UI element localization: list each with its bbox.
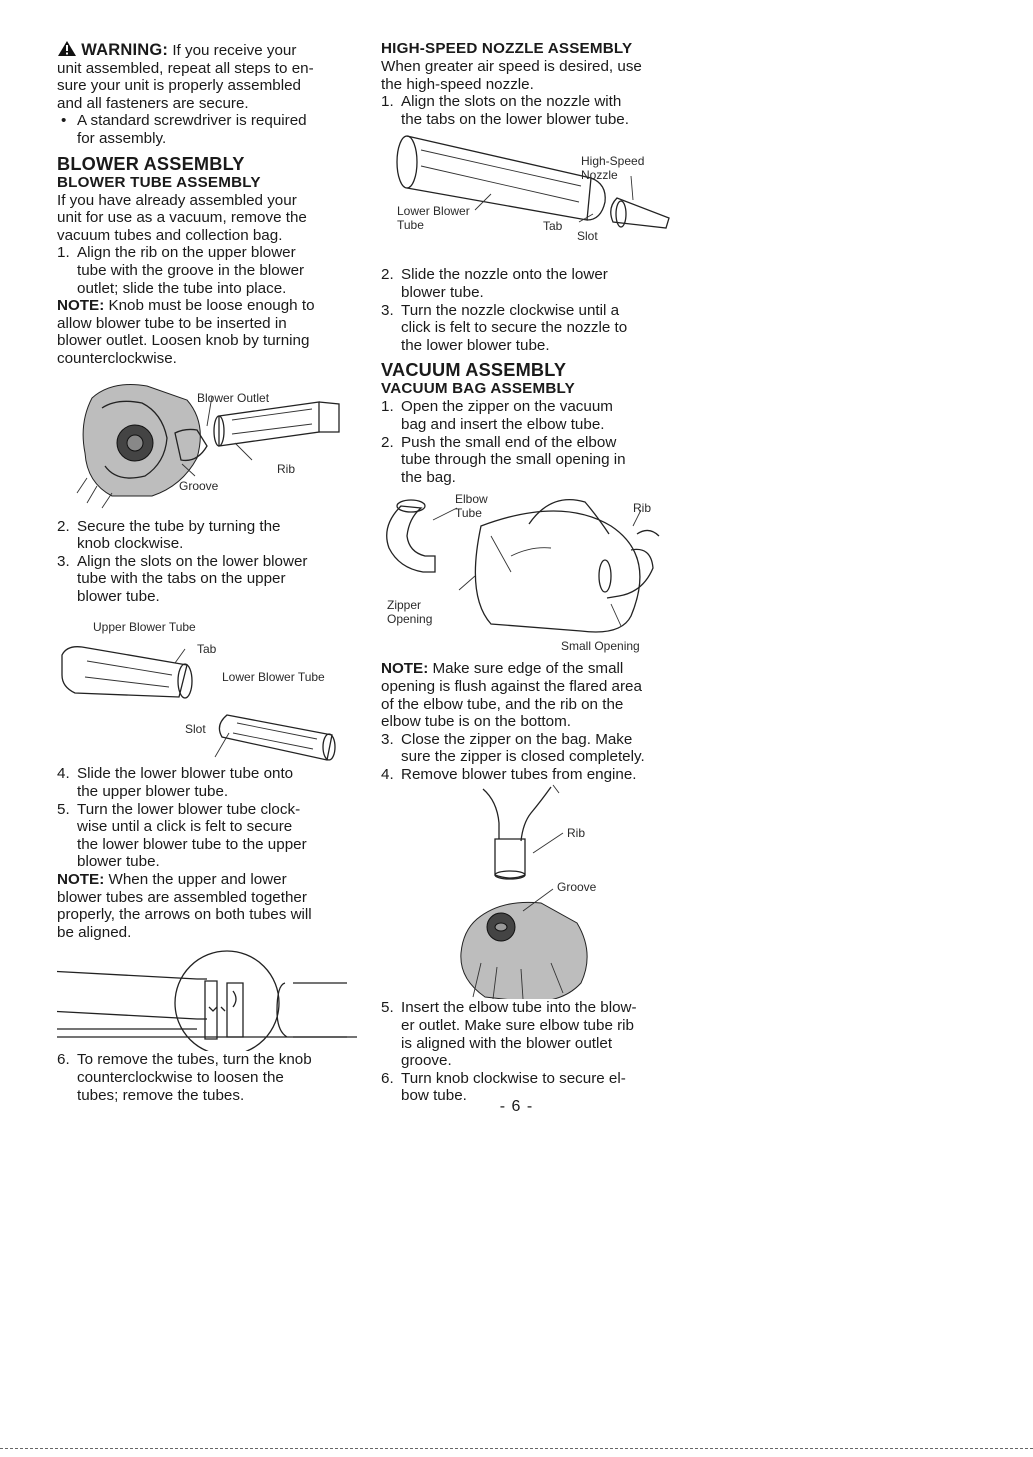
- page-number: - 6 -: [499, 1098, 534, 1115]
- nozzle-step-3: 3. Turn the nozzle clockwise until a click is felt to secure the nozzle to the lower blower tube.: [381, 301, 628, 354]
- figure-nozzle: [381, 128, 681, 266]
- vacuum-step-6: 6. Turn knob clockwise to secure el- bow tube.: [381, 1069, 626, 1105]
- heading-vacuum-assembly: VACUUM ASSEMBLY: [381, 360, 567, 381]
- label-tab: Tab: [543, 219, 563, 234]
- note-1: NOTE: Knob must be loose enough to: [57, 297, 315, 315]
- nozzle-intro: When greater air speed is desired, use the high-speed nozzle.: [381, 58, 642, 93]
- warning-icon: [57, 40, 77, 57]
- bullet-text: A standard screwdriver is required for assembly.: [77, 112, 307, 147]
- step-1: 1. Align the rib on the upper blower tube with the groove in the blower outlet; slide the tube into place.: [57, 244, 305, 297]
- warning-paragraph: [57, 40, 357, 60]
- step-3: 3. Align the slots on the lower blower tube with the tabs on the upper blower tube.: [57, 552, 308, 605]
- note-2: NOTE: When the upper and lower: [57, 871, 287, 889]
- step-4: 4. Slide the lower blower tube onto the upper blower tube.: [57, 765, 294, 801]
- nozzle-step-2: 2. Slide the nozzle onto the lower blower tube.: [381, 266, 608, 301]
- label-groove: Groove: [179, 478, 219, 493]
- label-rib: Rib: [277, 461, 296, 476]
- aligned-tubes-illustration: [57, 941, 357, 1051]
- vacuum-step-5: 5. Insert the elbow tube into the blow- er outlet. Make sure elbow tube rib is aligned with the blower outlet groove.: [381, 999, 637, 1070]
- note-2-rest: blower tubes are assembled together properly, the arrows on both tubes will be aligned.: [57, 888, 312, 941]
- step-6: 6. To remove the tubes, turn the knob counterclockwise to loosen the tubes; remove the tubes.: [57, 1051, 312, 1104]
- vacuum-step-1: 1. Open the zipper on the vacuum bag and insert the elbow tube.: [381, 398, 613, 433]
- label-groove: Groove: [557, 880, 597, 895]
- label-upper-blower-tube: Upper Blower Tube: [93, 620, 196, 635]
- right-column: [381, 40, 681, 1105]
- cut-line-divider: [0, 1448, 1033, 1449]
- label-elbow-tube: Elbow Tube: [455, 492, 488, 521]
- step-2: 2. Secure the tube by turning the knob clockwise.: [57, 517, 281, 553]
- label-small-opening: Small Opening: [561, 639, 640, 654]
- label-lower-blower-tube: Lower Blower Tube: [397, 204, 470, 233]
- label-high-speed-nozzle: High-Speed Nozzle: [581, 154, 645, 183]
- nozzle-step-1: 1. Align the slots on the nozzle with the tabs on the lower blower tube.: [381, 93, 629, 128]
- figure-blower-outlet: [57, 368, 357, 518]
- intro-text: If you have already assembled your unit for use as a vacuum, remove the vacuum tubes and collection bag.: [57, 191, 307, 244]
- label-zipper-opening: Zipper Opening: [387, 598, 433, 627]
- figure-aligned-tubes: [57, 941, 357, 1051]
- nozzle-illustration: [381, 128, 681, 266]
- step-text: Align the rib on the upper blower tube with the groove in the blower outlet; slide the tube into place.: [77, 244, 305, 297]
- elbow-insert-illustration: [381, 783, 681, 999]
- warning-label: WARNING:: [81, 41, 169, 59]
- note-1-rest: allow blower tube to be inserted in blower outlet. Loosen knob by turning counterclockwise.: [57, 314, 310, 367]
- label-slot: Slot: [185, 722, 206, 737]
- vacuum-step-2: 2. Push the small end of the elbow tube through the small opening in the bag.: [381, 433, 626, 486]
- label-rib: Rib: [633, 501, 652, 516]
- heading-blower-tube-assembly: BLOWER TUBE ASSEMBLY: [57, 173, 261, 191]
- heading-blower-assembly: BLOWER ASSEMBLY: [57, 153, 245, 174]
- warning-text: unit assembled, repeat all steps to en- sure your unit is properly assembled and all fasteners are secure.: [57, 59, 314, 112]
- vacuum-step-4: 4. Remove blower tubes from engine.: [381, 765, 637, 783]
- vacuum-step-3: 3. Close the zipper on the bag. Make sure the zipper is closed completely.: [381, 730, 645, 766]
- heading-high-speed-nozzle: HIGH-SPEED NOZZLE ASSEMBLY: [381, 40, 633, 57]
- heading-vacuum-bag-assembly: VACUUM BAG ASSEMBLY: [381, 380, 575, 398]
- figure-elbow-insert: [381, 783, 681, 999]
- blower-outlet-illustration: [57, 368, 357, 518]
- label-slot: Slot: [577, 229, 598, 244]
- label-rib: Rib: [567, 826, 586, 841]
- figure-tube-slots: [57, 605, 357, 765]
- list-item: • A standard screwdriver is required for assembly.: [61, 112, 307, 147]
- left-column: [57, 40, 357, 1104]
- label-blower-outlet: Blower Outlet: [197, 390, 270, 405]
- step-5: 5. Turn the lower blower tube clock- wise until a click is felt to secure the lower blower tube to the upper blower tube.: [57, 800, 307, 871]
- note-3-rest: opening is flush against the flared area of the elbow tube, and the rib on the elbow tube is on the bottom.: [381, 677, 642, 731]
- warning-lead: If you receive your: [172, 42, 297, 59]
- label-lower-blower-tube: Lower Blower Tube: [222, 670, 325, 685]
- label-tab: Tab: [197, 642, 217, 657]
- figure-vacuum-bag: [381, 486, 681, 660]
- note-3: NOTE: Make sure edge of the small: [381, 660, 624, 678]
